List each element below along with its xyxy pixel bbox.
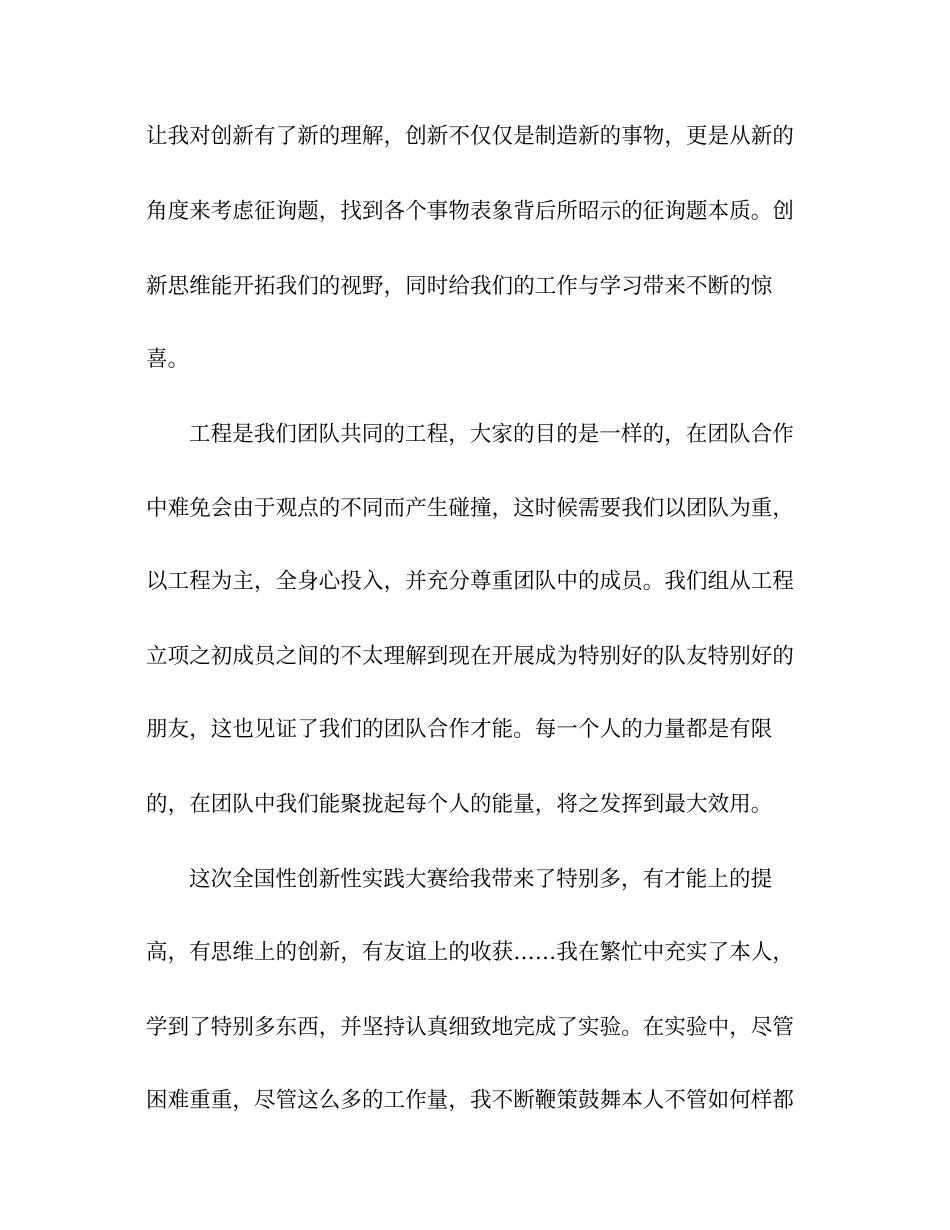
text-line: 以工程为主，全身心投入，并充分尊重团队中的成员。我们组从工程	[146, 569, 795, 594]
text-line: 让我对创新有了新的理解，创新不仅仅是制造新的事物，更是从新的	[146, 124, 795, 149]
text-line: 角度来考虑征询题，找到各个事物表象背后所昭示的征询题本质。创	[146, 199, 795, 224]
text-line: 的，在团队中我们能聚拢起每个人的能量，将之发挥到最大效用。	[146, 792, 773, 817]
paragraph-start-line: 工程是我们团队共同的工程，大家的目的是一样的，在团队合作	[189, 422, 794, 447]
text-line: 中难免会由于观点的不同而产生碰撞，这时候需要我们以团队为重，	[146, 496, 795, 521]
text-line: 立项之初成员之间的不太理解到现在开展成为特别好的队友特别好的	[146, 644, 795, 669]
text-line: 高，有思维上的创新，有友谊上的收获……我在繁忙中充实了本人，	[146, 940, 795, 965]
text-line: 困难重重，尽管这么多的工作量，我不断鞭策鼓舞本人不管如何样都	[146, 1088, 795, 1113]
text-line: 喜。	[146, 347, 190, 372]
paragraph-start-line: 这次全国性创新性实践大赛给我带来了特别多，有才能上的提	[189, 867, 773, 892]
text-line: 学到了特别多东西，并坚持认真细致地完成了实验。在实验中，尽管	[146, 1015, 795, 1040]
text-line: 新思维能开拓我们的视野，同时给我们的工作与学习带来不断的惊	[146, 274, 773, 299]
text-line: 朋友，这也见证了我们的团队合作才能。每一个人的力量都是有限	[146, 717, 773, 742]
